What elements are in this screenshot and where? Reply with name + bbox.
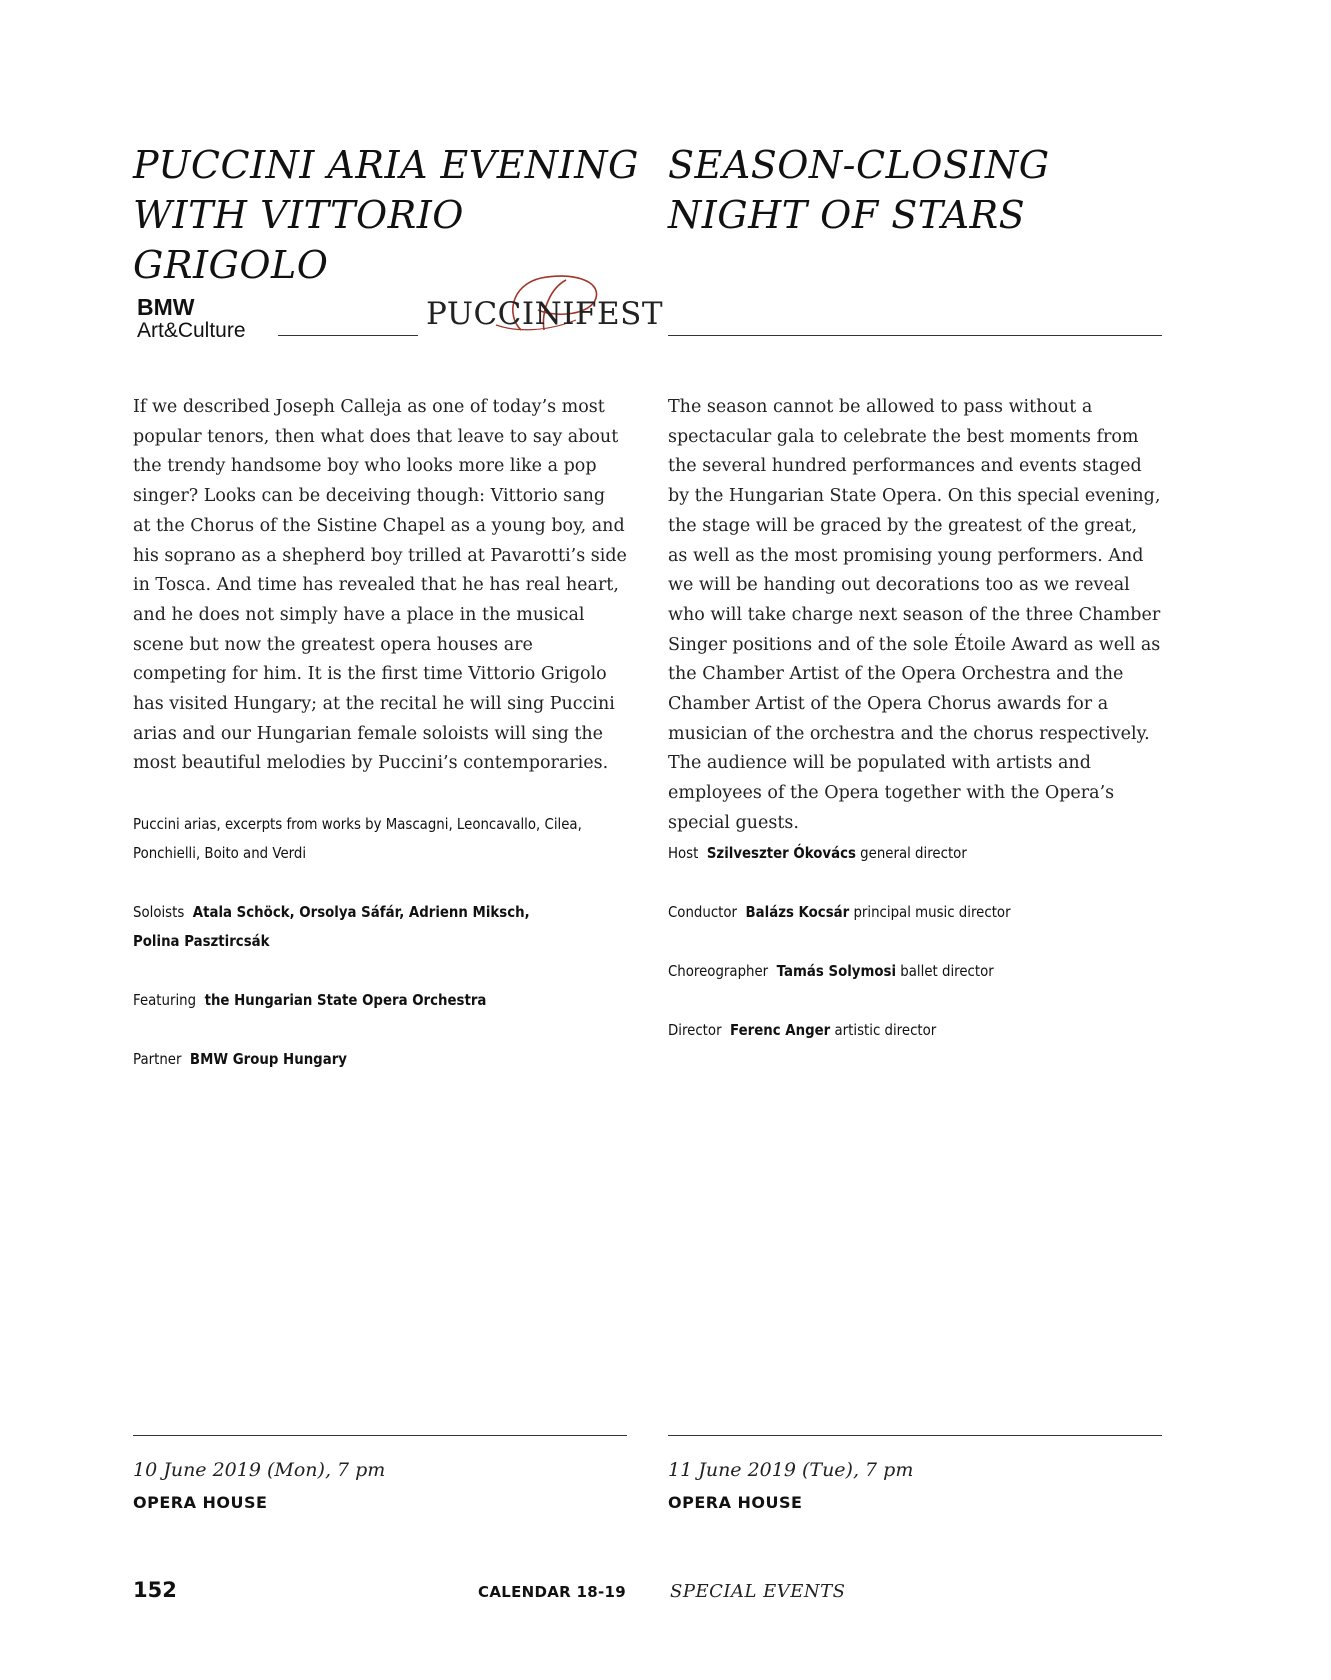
- credit-name: Ferenc Anger: [730, 1021, 831, 1039]
- sponsor-logos: [133, 290, 664, 342]
- director-credit: [668, 1016, 1093, 1045]
- date-divider: [668, 1435, 1162, 1436]
- soloists-credit-cont: [133, 927, 558, 956]
- credit-role: ballet director: [900, 962, 994, 980]
- credit-name: Tamás Solymosi: [776, 962, 897, 980]
- title-divider: [668, 335, 1162, 336]
- credit-label: Choreographer: [668, 962, 769, 980]
- title-line: SEASON-CLOSING: [668, 143, 1050, 187]
- page-number: 152: [133, 1578, 177, 1602]
- credit-role: principal music director: [853, 903, 1011, 921]
- credit-role: artistic director: [834, 1021, 937, 1039]
- credit-label: Partner: [133, 1050, 182, 1068]
- event-date: 10 June 2019 (Mon), 7 pm: [133, 1459, 386, 1481]
- title-line: WITH VITTORIO GRIGOLO: [133, 193, 464, 287]
- footer-calendar-label: CALENDAR 18-19: [478, 1583, 626, 1601]
- right-event-title: [668, 140, 1188, 240]
- footer-section-label: SPECIAL EVENTS: [670, 1581, 846, 1602]
- bmw-logo-line1: BMW: [137, 294, 195, 320]
- credit-name: the Hungarian State Opera Orchestra: [204, 991, 487, 1009]
- right-event-description: The season cannot be allowed to pass without a spectacular gala to celebrate the best moments from the several hundred performances and events staged by the Hungarian State Opera. On this special evening, the stage will be graced by the greatest of the great, as well as the most promising young performers. And we will be handing out decorations too as we reveal who will take charge next season of the three Chamber Singer positions and of the sole Étoile Award as well as the Chamber Artist of the Opera Orchestra and the Chamber Artist of the Opera Chorus awards for a musician of the orchestra and the chorus respectively. The audience will be populated with artists and employees of the Opera together with the Opera’s special guests.: [668, 397, 1161, 833]
- credit-label: Featuring: [133, 991, 197, 1009]
- left-event-title: [133, 140, 653, 290]
- event-venue: OPERA HOUSE: [668, 1493, 803, 1512]
- host-credit: [668, 839, 1093, 868]
- puccinifest-logo: [426, 270, 664, 340]
- program-line: Ponchielli, Boito and Verdi: [133, 844, 307, 862]
- credit-name: Balázs Kocsár: [745, 903, 850, 921]
- credit-role: general director: [860, 844, 967, 862]
- bmw-art-culture-logo: [137, 295, 246, 343]
- credit-label: Conductor: [668, 903, 738, 921]
- puccinifest-wordmark: PUCCINIFEST: [426, 296, 664, 332]
- credit-label: Soloists: [133, 903, 185, 921]
- credit-name: BMW Group Hungary: [189, 1050, 347, 1068]
- choreographer-credit: [668, 957, 1093, 986]
- featuring-credit: [133, 986, 558, 1015]
- bmw-logo-line2: Art&Culture: [137, 319, 246, 342]
- conductor-credit: [668, 898, 1093, 927]
- credit-name: Polina Pasztircsák: [133, 932, 270, 950]
- date-divider: [133, 1435, 627, 1436]
- credit-name: Atala Schöck, Orsolya Sáfár, Adrienn Miksch,: [192, 903, 530, 921]
- partner-credit: [133, 1045, 558, 1074]
- title-line: PUCCINI ARIA EVENING: [133, 143, 639, 187]
- sponsor-divider: [278, 335, 418, 336]
- title-line: NIGHT OF STARS: [668, 193, 1026, 237]
- event-venue: OPERA HOUSE: [133, 1493, 268, 1512]
- left-event-description: If we described Joseph Calleja as one of today’s most popular tenors, then what does that leave to say about the trendy handsome boy who looks more like a pop singer? Looks can be deceiving though: Vittorio sang at the Chorus of the Sistine Chapel as a young boy, and his soprano as a shepherd boy trilled at Pavarotti’s side in Tosca. And time has revealed that he has real heart, and he does not simply have a place in the musical scene but now the greatest opera houses are competing for him. It is the first time Vittorio Grigolo has visited Hungary; at the recital he will sing Puccini arias and our Hungarian female soloists will sing the most beautiful melodies by Puccini’s contemporaries.: [133, 397, 627, 774]
- credit-label: Host: [668, 844, 699, 862]
- credit-name: Szilveszter Ókovács: [706, 844, 856, 862]
- credit-label: Director: [668, 1021, 722, 1039]
- soloists-credit: [133, 898, 558, 927]
- program-line: Puccini arias, excerpts from works by Mascagni, Leoncavallo, Cilea,: [133, 815, 582, 833]
- event-date: 11 June 2019 (Tue), 7 pm: [668, 1459, 914, 1481]
